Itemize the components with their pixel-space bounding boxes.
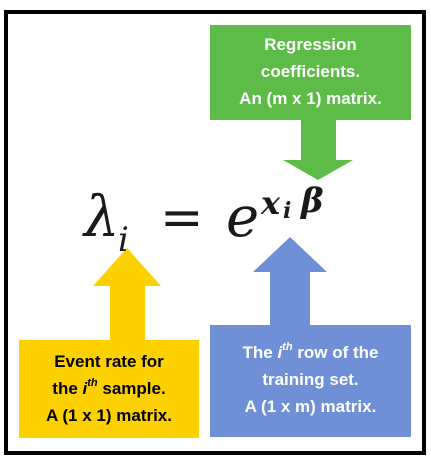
training-row-line-3: A (1 x m) matrix. xyxy=(244,397,377,416)
formula-exponent-x: x xyxy=(261,184,281,222)
training-row-line-2: training set. xyxy=(262,370,359,389)
formula-lambda: λ xyxy=(84,185,120,250)
training-row-line-1-post: row of the xyxy=(292,343,379,362)
event-rate-line-2-post: sample. xyxy=(97,379,166,398)
event-rate-line-3: A (1 x 1) matrix. xyxy=(46,406,172,425)
formula-lambda-subscript: i xyxy=(118,220,129,260)
formula-base-e: e xyxy=(226,185,260,250)
coefficients-line-3: An (m x 1) matrix. xyxy=(239,89,382,108)
event-rate-line-1: Event rate for xyxy=(54,352,164,371)
training-row-line-1-i: i xyxy=(277,343,283,362)
formula-exponent-x-subscript: i xyxy=(283,198,292,224)
event-rate-line-2-pre: the xyxy=(52,379,83,398)
event-rate-line-2-sup: th xyxy=(87,377,98,390)
event-rate-line-2-i: i xyxy=(82,379,88,398)
coefficients-line-2: coefficients. xyxy=(260,62,361,81)
training-row-line-1-pre: The xyxy=(242,343,278,362)
formula-exponent-beta: β xyxy=(301,181,324,221)
formula-equals: = xyxy=(160,188,204,248)
coefficients-line-1: Regression xyxy=(264,35,357,54)
training-row-line-1-sup: th xyxy=(282,341,293,354)
